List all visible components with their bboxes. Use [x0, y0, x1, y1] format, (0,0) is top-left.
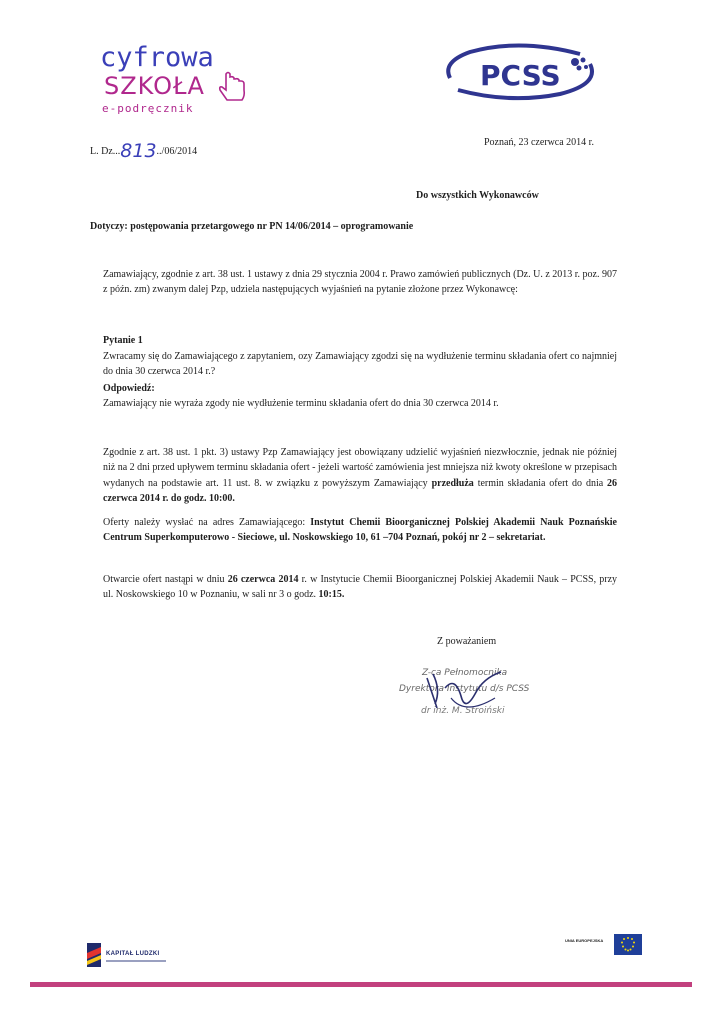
eu-logo — [565, 934, 645, 960]
address-paragraph — [103, 515, 617, 546]
pcss-logo-text: PCSS — [480, 59, 561, 92]
hand-cursor-icon — [218, 70, 248, 104]
kapital-ludzki-subtext — [106, 960, 166, 962]
opening-paragraph — [103, 572, 617, 603]
recipients: Do wszystkich Wykonawców — [416, 190, 539, 201]
opening-time: 10:15. — [318, 589, 345, 601]
stamp-line-role: Dyrektora Instytutu d/s PCSS — [399, 684, 530, 694]
legal-text-a: Zgodnie z art. 38 ust. 1 pkt. 3) ustawy Pzp Zamawiający jest obowiązany udzielić wyjaśnień niezwłocznie, jednak nie później niż na 2 dni przed upływem terminu składania ofert - jeżeli wartość zamówienia jest mniejsza niż kwoty określone w przepisach wydanych na podstawie art. 11 ust. 8. w związku z powyższym Zamawiający — [103, 447, 617, 489]
legal-text-c: termin składania ofert do dnia — [477, 477, 604, 489]
address-text-institute: Instytut Chemii Bioorganicznej Polskiej Akademii Nauk Poznańskie Centrum Superkomputerowo - Sieciowe, ul. Noskowskiego 10, 61 –704 Poznań, pokój nr 2 – sekretariat. — [103, 517, 617, 544]
pcss-ellipse-icon — [440, 42, 600, 104]
kapital-ludzki-icon — [84, 941, 104, 969]
reference-prefix: L. Dz. — [90, 146, 116, 157]
address-text-a: Oferty należy wysłać na adres Zamawiającego: — [103, 517, 306, 528]
kapital-ludzki-logo — [84, 939, 194, 973]
legal-text-extends: przedłuża — [431, 477, 474, 489]
eu-flag-icon — [614, 934, 642, 955]
stamp-line-name: dr inż. M. Stroiński — [421, 706, 505, 716]
signature-icon — [405, 668, 525, 718]
answer-label: Odpowiedź: — [103, 383, 155, 394]
reference-number: L. Dz...813../06/2014 — [90, 140, 198, 162]
opening-date: 26 czerwca 2014 — [227, 574, 299, 585]
question-text: Zwracamy się do Zamawiającego z zapytaniem, ozy Zamawiający zgodzi się na wydłużenie terminu składania ofert co najmniej do dnia 30 czerwca 2014 r.? — [103, 351, 617, 378]
question-label: Pytanie 1 — [103, 335, 143, 346]
reference-handwritten-number: 813 — [120, 140, 157, 162]
eu-text: UNIA EUROPEJSKA — [565, 938, 604, 943]
kapital-ludzki-text: KAPITAŁ LUDZKI — [106, 951, 160, 957]
subject-line: Dotyczy: postępowania przetargowego nr PN 14/06/2014 – oprogramowanie — [90, 221, 414, 232]
answer-text: Zamawiający nie wyraża zgody nie wydłużenie terminu składania ofert do dnia 30 czerwca 2014 r. — [103, 398, 499, 409]
cyfrowa-szkola-logo — [100, 42, 260, 122]
reference-suffix: 06/2014 — [164, 146, 198, 157]
logo-line-szkola: SZKOŁA — [104, 72, 205, 100]
stamp-line-title: Z-ca Pełnomocnika — [422, 668, 508, 678]
pcss-logo — [440, 42, 600, 104]
place-date: Poznań, 23 czerwca 2014 r. — [484, 137, 594, 148]
signature-stamp — [395, 668, 545, 728]
logo-line-cyfrowa: cyfrowa — [100, 42, 214, 73]
intro-paragraph: Zamawiający, zgodnie z art. 38 ust. 1 ustawy z dnia 29 stycznia 2004 r. Prawo zamówień publicznych (Dz. U. z 2013 r. poz. 907 z późn. zm) zwanym dalej Pzp, udziela następujących wyjaśnień na pytanie złożone przez Wykonawcę: — [103, 269, 617, 296]
footer-bar — [30, 982, 692, 987]
opening-text-c: r. w Instytucie Chemii Bioorganicznej Polskiej Akademii Nauk – PCSS, przy ul. Noskowskiego 10 w Poznaniu, w sali nr 3 o godz. — [103, 574, 618, 601]
regards: Z poważaniem — [437, 636, 497, 647]
opening-text-a: Otwarcie ofert nastąpi w dniu — [103, 574, 225, 585]
legal-text-deadline: 26 czerwca 2014 r. do godz. 10:00. — [103, 477, 618, 504]
logo-line-epodrecznik: e-podręcznik — [102, 102, 194, 115]
legal-paragraph — [103, 445, 617, 506]
